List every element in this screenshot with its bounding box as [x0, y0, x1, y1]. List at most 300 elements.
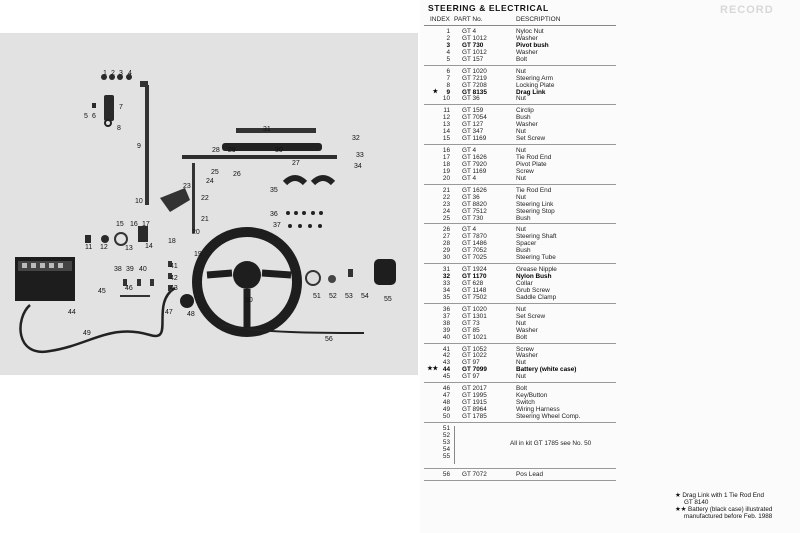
callout-31: 31 [263, 126, 271, 133]
ghost-heading: RECORD [720, 4, 774, 16]
row-part-number: GT 1170 [462, 273, 487, 281]
row-index: 56 [442, 470, 450, 478]
parts-row [424, 359, 616, 366]
callout-24: 24 [206, 178, 214, 185]
callout-6: 6 [92, 113, 96, 120]
callout-50: 50 [245, 297, 253, 304]
callout-9: 9 [137, 143, 141, 150]
row-part-number: GT 1169 [462, 167, 487, 175]
callout-13: 13 [125, 245, 133, 252]
parts-row [424, 42, 616, 49]
row-part-number: GT 1012 [462, 48, 487, 56]
footnotes [675, 492, 800, 520]
parts-row [424, 334, 616, 341]
row-index: 42 [442, 352, 450, 360]
row-index: 6 [446, 67, 450, 75]
row-part-number: GT 7052 [462, 247, 487, 255]
parts-row [424, 254, 616, 261]
parts-row [424, 287, 616, 294]
row-index: 51 [442, 424, 450, 432]
row-index: 10 [442, 95, 450, 103]
row-part-number: GT 730 [462, 214, 484, 222]
row-part-number: GT 1020 [462, 305, 487, 313]
row-index: 5 [446, 55, 450, 63]
row-index: 43 [442, 359, 450, 367]
row-index: 54 [442, 445, 450, 453]
row-part-number: GT 7054 [462, 114, 487, 122]
callout-49: 49 [83, 330, 91, 337]
row-description: Bolt [516, 385, 528, 393]
row-index: 44 [442, 366, 450, 374]
row-description: Nut [516, 95, 526, 103]
row-part-number: GT 4 [462, 28, 477, 35]
row-description: Bush [516, 114, 531, 122]
callout-19: 19 [194, 251, 202, 258]
callout-35: 35 [270, 187, 278, 194]
row-description: Washer [516, 34, 538, 42]
row-description: Set Screw [516, 135, 546, 143]
parts-row [424, 226, 616, 233]
row-index: 48 [442, 399, 450, 407]
parts-row [424, 175, 616, 182]
row-description: Collar [516, 280, 533, 287]
row-part-number: GT 1020 [462, 67, 487, 75]
row-description: Steering Shaft [516, 233, 557, 241]
parts-list [424, 25, 616, 481]
parts-group [424, 344, 616, 384]
row-part-number: GT 8820 [462, 200, 487, 208]
parts-row [424, 413, 616, 420]
callout-39: 39 [126, 266, 134, 273]
row-index: 39 [442, 326, 450, 334]
row-description: Pos Lead [516, 470, 544, 478]
callout-47: 47 [165, 309, 173, 316]
parts-row [424, 68, 616, 75]
row-description: Tie Rod End [516, 154, 552, 161]
row-part-number: GT 1052 [462, 345, 487, 353]
callout-21: 21 [201, 216, 209, 223]
row-part-number: GT 127 [462, 121, 484, 129]
callout-1: 1 [103, 70, 107, 77]
row-description: Nut [516, 359, 526, 367]
row-index: 12 [442, 114, 450, 122]
row-description: Nut [516, 128, 526, 136]
row-marker: ★★ [427, 366, 438, 373]
row-part-number: GT 36 [462, 193, 480, 201]
row-index: 30 [442, 254, 450, 262]
row-index: 52 [442, 431, 450, 439]
parts-row [424, 82, 616, 89]
row-description: Steering Tube [516, 254, 556, 262]
footnote-line: GT 8140 [684, 499, 709, 506]
row-index: 27 [442, 233, 450, 241]
parts-group [424, 26, 616, 66]
row-part-number: GT 1626 [462, 154, 487, 161]
row-index: 26 [442, 226, 450, 234]
row-description: Nut [516, 193, 526, 201]
row-index: 8 [446, 81, 450, 89]
row-part-number: GT 7025 [462, 254, 487, 262]
parts-row [424, 432, 448, 439]
parts-row [424, 266, 616, 273]
parts-row [424, 346, 616, 353]
parts-row [424, 439, 448, 446]
parts-row [424, 35, 616, 42]
row-part-number: GT 730 [462, 41, 484, 49]
row-part-number: GT 97 [462, 373, 480, 381]
callout-29: 29 [228, 147, 236, 154]
kit-group [424, 423, 616, 469]
row-part-number: GT 73 [462, 319, 480, 327]
row-part-number: GT 4 [462, 174, 477, 182]
parts-row [424, 446, 448, 453]
row-description: Nut [516, 147, 526, 155]
row-description: Spacer [516, 240, 537, 248]
callout-14: 14 [145, 243, 153, 250]
row-part-number: GT 1486 [462, 240, 487, 248]
column-header-part-no: PART No. [454, 16, 483, 23]
parts-group [424, 105, 616, 145]
row-part-number: GT 7920 [462, 160, 487, 168]
row-description: Steering Link [516, 200, 554, 208]
row-part-number: GT 7099 [462, 366, 487, 374]
kit-bracket [454, 426, 459, 464]
row-index: 22 [442, 193, 450, 201]
callout-32: 32 [352, 135, 360, 142]
callout-10: 10 [135, 198, 143, 205]
footnote-line: ★★ Battery (black case) illustrated [675, 506, 773, 513]
row-description: Bush [516, 214, 531, 222]
callout-38: 38 [114, 266, 122, 273]
callout-56: 56 [325, 336, 333, 343]
row-index: 47 [442, 392, 450, 400]
row-index: 16 [442, 147, 450, 155]
parts-list-sheet [420, 0, 800, 533]
callout-18: 18 [168, 238, 176, 245]
parts-row [424, 107, 616, 114]
row-index: 37 [442, 312, 450, 320]
row-index: 13 [442, 121, 450, 129]
row-part-number: GT 1148 [462, 286, 487, 294]
callout-40: 40 [139, 266, 147, 273]
parts-row [424, 425, 448, 432]
row-part-number: GT 8964 [462, 406, 487, 413]
column-header-index: INDEX [430, 16, 450, 23]
parts-row [424, 280, 616, 287]
row-index: 3 [446, 41, 450, 49]
parts-row [424, 95, 616, 102]
row-part-number: GT 159 [462, 107, 484, 115]
exploded-parts-drawing [0, 33, 418, 375]
callout-23: 23 [183, 183, 191, 190]
parts-list-header [420, 15, 620, 25]
row-index: 34 [442, 286, 450, 294]
row-description: Bush [516, 247, 531, 255]
parts-row [424, 161, 616, 168]
footnote-line: ★ Drag Link with 1 Tie Rod End [675, 492, 764, 499]
row-index: 36 [442, 305, 450, 313]
row-index: 29 [442, 247, 450, 255]
callout-42: 42 [170, 275, 178, 282]
parts-group [424, 224, 616, 264]
row-index: 28 [442, 240, 450, 248]
callout-12: 12 [100, 244, 108, 251]
parts-row [424, 135, 616, 142]
row-description: Locking Plate [516, 81, 555, 89]
parts-row [424, 49, 616, 56]
row-index: 4 [446, 48, 450, 56]
parts-row [424, 247, 616, 254]
row-index: 15 [442, 135, 450, 143]
row-index: 14 [442, 128, 450, 136]
row-index: 50 [442, 412, 450, 420]
parts-group [424, 264, 616, 304]
callout-36: 36 [270, 211, 278, 218]
row-description: Pivot Plate [516, 160, 547, 168]
row-description: Nut [516, 67, 526, 75]
row-part-number: GT 1021 [462, 333, 487, 341]
parts-group [424, 185, 616, 225]
row-description: Switch [516, 399, 535, 407]
callout-34: 34 [354, 163, 362, 170]
parts-row [424, 194, 616, 201]
callout-51: 51 [313, 293, 321, 300]
row-index: 35 [442, 293, 450, 301]
parts-row [424, 399, 616, 406]
callout-27: 27 [292, 160, 300, 167]
parts-row [424, 273, 616, 280]
row-description: Screw [516, 345, 534, 353]
row-index: 32 [442, 273, 450, 281]
row-part-number: GT 1301 [462, 312, 487, 320]
row-index: 21 [442, 186, 450, 194]
row-index: 17 [442, 154, 450, 161]
row-description: Washer [516, 48, 538, 56]
row-index: 25 [442, 214, 450, 222]
row-part-number: GT 7072 [462, 470, 487, 478]
row-part-number: GT 4 [462, 226, 477, 234]
row-part-number: GT 7219 [462, 74, 487, 82]
parts-row [424, 114, 616, 121]
parts-row [424, 168, 616, 175]
row-description: Drag Link [516, 88, 546, 96]
parts-row [424, 201, 616, 208]
row-index: 31 [442, 266, 450, 274]
parts-row [424, 294, 616, 301]
parts-group [424, 469, 616, 481]
row-description: Grease Nipple [516, 266, 557, 274]
row-part-number: GT 97 [462, 359, 480, 367]
row-description: Nut [516, 226, 526, 234]
parts-row [424, 453, 448, 460]
row-part-number: GT 85 [462, 326, 480, 334]
callout-53: 53 [345, 293, 353, 300]
row-index: 23 [442, 200, 450, 208]
footnote-line: manufactured before Feb. 1988 [684, 513, 773, 520]
row-description: Steering Wheel Comp. [516, 412, 581, 420]
row-description: Wiring Harness [516, 406, 560, 413]
parts-group [424, 383, 616, 423]
callout-25: 25 [211, 169, 219, 176]
row-index: 55 [442, 452, 450, 460]
row-description: Grub Screw [516, 286, 550, 294]
row-marker: ★ [432, 88, 438, 95]
row-index: 24 [442, 207, 450, 215]
parts-row [424, 373, 616, 380]
row-description: Battery (white case) [516, 366, 577, 374]
row-description: Key/Button [516, 392, 548, 400]
section-title: STEERING & ELECTRICAL [428, 3, 549, 13]
row-description: Washer [516, 352, 538, 360]
callout-26: 26 [233, 171, 241, 178]
row-description: Bolt [516, 333, 528, 341]
parts-row [424, 215, 616, 222]
callout-48: 48 [187, 311, 195, 318]
row-index: 41 [442, 345, 450, 353]
row-index: 11 [443, 107, 450, 115]
row-part-number: GT 1915 [462, 399, 487, 407]
parts-row [424, 392, 616, 399]
row-description: Steering Arm [516, 74, 553, 82]
row-index: 38 [442, 319, 450, 327]
row-part-number: GT 1022 [462, 352, 487, 360]
row-part-number: GT 7512 [462, 207, 487, 215]
row-part-number: GT 1626 [462, 186, 487, 194]
parts-row [424, 89, 616, 96]
parts-row [424, 385, 616, 392]
row-index: 53 [442, 438, 450, 446]
parts-row [424, 147, 616, 154]
parts-row [424, 128, 616, 135]
row-description: Set Screw [516, 312, 546, 320]
parts-row [424, 406, 616, 413]
row-part-number: GT 8135 [462, 88, 487, 96]
parts-group [424, 304, 616, 344]
callout-22: 22 [201, 195, 209, 202]
callout-52: 52 [329, 293, 337, 300]
parts-row [424, 471, 616, 478]
callout-2: 2 [111, 70, 115, 77]
parts-row [424, 75, 616, 82]
parts-row [424, 28, 616, 35]
callout-28: 28 [212, 147, 220, 154]
parts-row [424, 327, 616, 334]
row-part-number: GT 1924 [462, 266, 487, 274]
row-part-number: GT 1012 [462, 34, 487, 42]
parts-row [424, 240, 616, 247]
row-description: Nylon Bush [516, 273, 552, 281]
column-header-description: DESCRIPTION [516, 16, 561, 23]
row-part-number: GT 1785 [462, 412, 487, 420]
parts-row [424, 313, 616, 320]
row-part-number: GT 1169 [462, 135, 487, 143]
row-description: Steering Stop [516, 207, 555, 215]
callout-55: 55 [384, 296, 392, 303]
row-description: Nut [516, 174, 526, 182]
row-index: 49 [442, 406, 450, 413]
callout-33: 33 [356, 152, 364, 159]
parts-row [424, 352, 616, 359]
row-index: 7 [446, 74, 450, 82]
callout-16: 16 [130, 221, 138, 228]
row-description: Screw [516, 167, 534, 175]
row-index: 33 [442, 280, 450, 287]
callout-5: 5 [84, 113, 88, 120]
row-index: 19 [442, 167, 450, 175]
row-part-number: GT 36 [462, 95, 480, 103]
row-description: Tie Rod End [516, 186, 552, 194]
parts-row [424, 187, 616, 194]
callout-4: 4 [128, 70, 132, 77]
row-index: 45 [442, 373, 450, 381]
parts-group [424, 145, 616, 185]
callout-20: 20 [192, 229, 200, 236]
parts-row [424, 366, 616, 373]
row-description: Nut [516, 319, 526, 327]
row-index: 2 [446, 34, 450, 42]
callout-17: 17 [142, 221, 150, 228]
row-part-number: GT 347 [462, 128, 484, 136]
row-part-number: GT 7502 [462, 293, 487, 301]
row-description: Pivot bush [516, 41, 549, 49]
row-part-number: GT 628 [462, 280, 484, 287]
callout-44: 44 [68, 309, 76, 316]
callout-37: 37 [273, 222, 281, 229]
callout-11: 11 [85, 244, 93, 251]
row-description: Nut [516, 373, 526, 381]
callout-7: 7 [119, 104, 123, 111]
row-description: Nut [516, 305, 526, 313]
callout-8: 8 [117, 125, 121, 132]
parts-row [424, 121, 616, 128]
row-part-number: GT 157 [462, 55, 484, 63]
kit-note: All in kit GT 1785 see No. 50 [510, 439, 592, 447]
row-index: 46 [442, 385, 450, 393]
row-description: Circlip [516, 107, 534, 115]
row-description: Bolt [516, 55, 528, 63]
row-description: Nyloc Nut [516, 28, 544, 35]
row-index: 20 [442, 174, 450, 182]
row-index: 18 [442, 160, 450, 168]
callout-41: 41 [170, 263, 178, 270]
callout-54: 54 [361, 293, 369, 300]
row-description: Washer [516, 326, 538, 334]
callout-45: 45 [98, 288, 106, 295]
row-index: 9 [446, 88, 450, 96]
callout-3: 3 [119, 70, 123, 77]
parts-row [424, 306, 616, 313]
row-part-number: GT 7208 [462, 81, 487, 89]
row-index: 40 [442, 333, 450, 341]
parts-group [424, 66, 616, 106]
row-index: 1 [446, 28, 450, 35]
parts-row [424, 320, 616, 327]
row-part-number: GT 4 [462, 147, 477, 155]
parts-row [424, 208, 616, 215]
parts-row [424, 56, 616, 63]
row-description: Saddle Clamp [516, 293, 557, 301]
row-part-number: GT 7870 [462, 233, 487, 241]
callout-46: 46 [125, 285, 133, 292]
parts-illustration [0, 33, 418, 375]
parts-row [424, 233, 616, 240]
row-description: Washer [516, 121, 538, 129]
callout-15: 15 [116, 221, 124, 228]
parts-row [424, 154, 616, 161]
row-part-number: GT 2017 [462, 385, 487, 393]
callout-43: 43 [170, 285, 178, 292]
row-part-number: GT 1995 [462, 392, 487, 400]
